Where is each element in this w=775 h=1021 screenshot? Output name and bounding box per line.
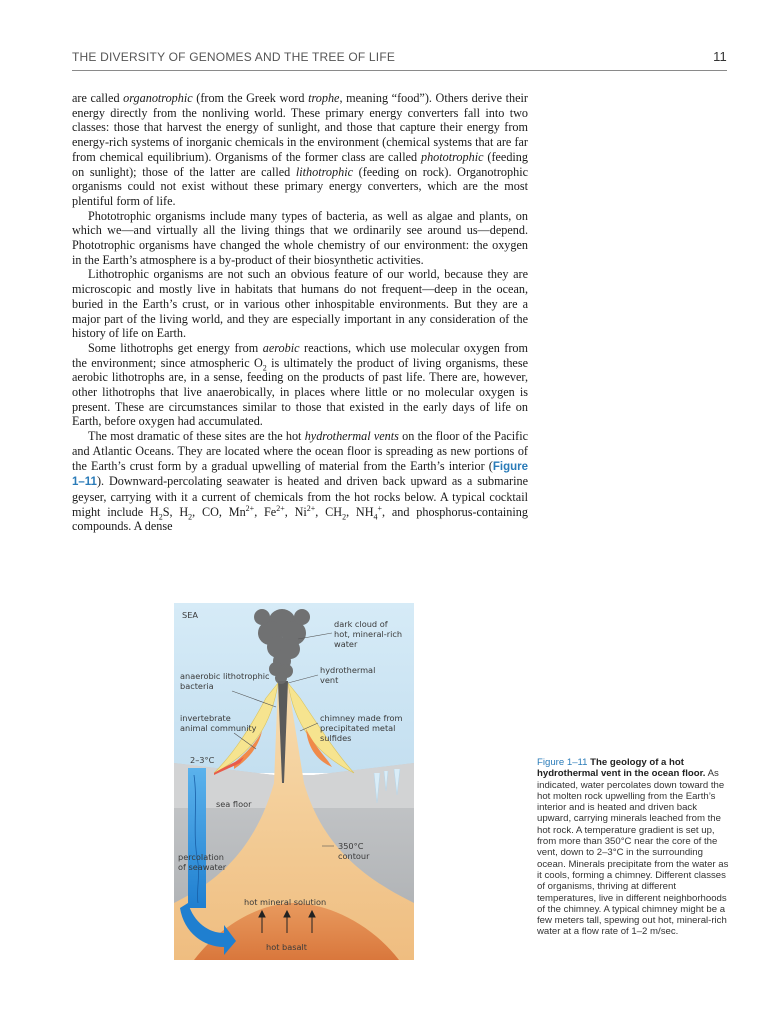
running-title: THE DIVERSITY OF GENOMES AND THE TREE OF LIFE [72,50,396,64]
label-chimney-3: sulfides [320,733,352,743]
label-invertebrate-1: invertebrate [180,713,231,723]
vent-diagram [174,603,414,960]
label-chimney-2: precipitated metal [320,723,396,733]
label-percolation-1: percolation [178,852,224,862]
term-organotrophic: organotrophic [123,91,193,105]
label-hot-basalt: hot basalt [266,942,307,952]
hydrothermal-vent-figure [174,603,414,960]
label-cloud-3: water [334,639,358,649]
caption-title: The geology of a hot hydrothermal vent in the ocean floor. [537,757,706,780]
label-vent-1: hydrothermal [320,665,376,675]
label-invertebrate-2: animal community [180,723,257,733]
body-text [72,91,528,534]
term-hydrothermal-vents: hydrothermal vents [304,429,399,444]
label-chimney-1: chimney made from [320,713,403,723]
term-trophe: trophe [308,91,340,105]
caption-text: As indicated, water percolates down toward the hot molten rock upwelling from the Earth’s interior and is heated and driven back upward, carrying minerals leached from the hot rock. A temperature gradient is set up, from more than 350°C near the core of the vent, down to 2–3°C in the surrounding ocean. Minerals precipitate from the water as it cools, forming a chimney. Different classes of organisms, thriving at different temperatures, live in different neighborhoods of the chimney. A typical chimney might be a few meters tall, spewing out hot, mineral-rich water at a flow rate of 1–2 m/sec. [537,768,729,938]
paragraph-2: Phototrophic organisms include many types of bacteria, as well as algae and plants, on which we—and virtually all the living things that we ordinarily see around us—depend. Phototrophic organisms have changed the whole chemistry of our environment: the oxygen in the Earth’s atmosphere is a by-product of their biosynthetic activities. [72,208,528,267]
label-bacteria-1: anaerobic lithotrophic [180,671,270,681]
label-temp-hot-2: contour [338,851,370,861]
label-percolation-2: of seawater [178,862,227,872]
term-aerobic: aerobic [262,340,300,355]
term-lithotrophic: lithotrophic [295,164,353,179]
running-header [72,48,727,71]
label-temp-hot-1: 350°C [338,841,364,851]
label-sea: SEA [182,610,198,620]
label-temp-cold: 2–3°C [190,755,215,765]
label-bacteria-2: bacteria [180,681,214,691]
paragraph-1: are called organotrophic (from the Greek word trophe, meaning “food”). Others derive their energy directly from the nonliving world. These primary energy converters fall into two classes: those that harvest the energy of sunlight, and those that capture their energy from energy-rich systems of inorganic chemicals in the environment (chemical systems that are far from chemical equilibrium). Organisms of the former class are called phototrophic (feeding on sunlight); those of the latter are called lithotrophic (feeding on rock). Organotrophic organisms could not exist without these primary energy converters, which are the most plentiful form of life. [72,91,529,208]
paragraph-5: The most dramatic of these sites are the hot hydrothermal vents on the floor of the Pacific and Atlantic Oceans. They are located where the ocean floor is spreading as new portions of the Earth’s crust form by a gradual upwelling of material from the Earth’s interior (Figure 1–11). Downward-percolating seawater is heated and driven back upward as a submarine geyser, carrying with it a current of chemicals from the hot rocks below. A typical cocktail might include $H_2S$, $H_2$, CO, $Mn^{2+}$, $Fe^{2+}$, $Ni^{2+}$, $CH_2$, $NH_4^+$, and phosphorus-containing compounds. A dense [72,429,529,534]
label-hot-mineral-solution: hot mineral solution [244,897,327,907]
label-vent-2: vent [320,675,339,685]
page-number: 11 [713,49,727,64]
paragraph-4: Some lithotrophs get energy from aerobic reactions, which use molecular oxygen from the environment; since atmospheric $O_2$ is ultimately the product of living organisms, these aerobic lithotrophs are, in a sense, feeding on the products of past life. There are, however, other lithotrophs that live anaerobically, in places where little or no molecular oxygen is present. These are circumstances similar to those that existed in the early days of life on Earth, before oxygen had accumulated. [72,340,528,429]
paragraph-3: Lithotrophic organisms are not such an obvious feature of our world, because they are microscopic and mostly live in habitats that humans do not frequent—deep in the ocean, buried in the Earth’s crust, or in various other inhospitable environments. But they are a major part of the living world, and they are especially important in any consideration of the history of life on Earth. [72,267,528,341]
label-cloud-2: hot, mineral-rich [334,629,403,639]
figure-caption [537,757,729,938]
term-phototrophic: phototrophic [420,149,484,164]
label-cloud-1: dark cloud of [334,619,388,629]
label-sea-floor: sea floor [216,799,252,809]
figure-reference-link[interactable]: Figure 1–11 [72,460,528,489]
caption-figure-number: Figure 1–11 [537,757,588,768]
